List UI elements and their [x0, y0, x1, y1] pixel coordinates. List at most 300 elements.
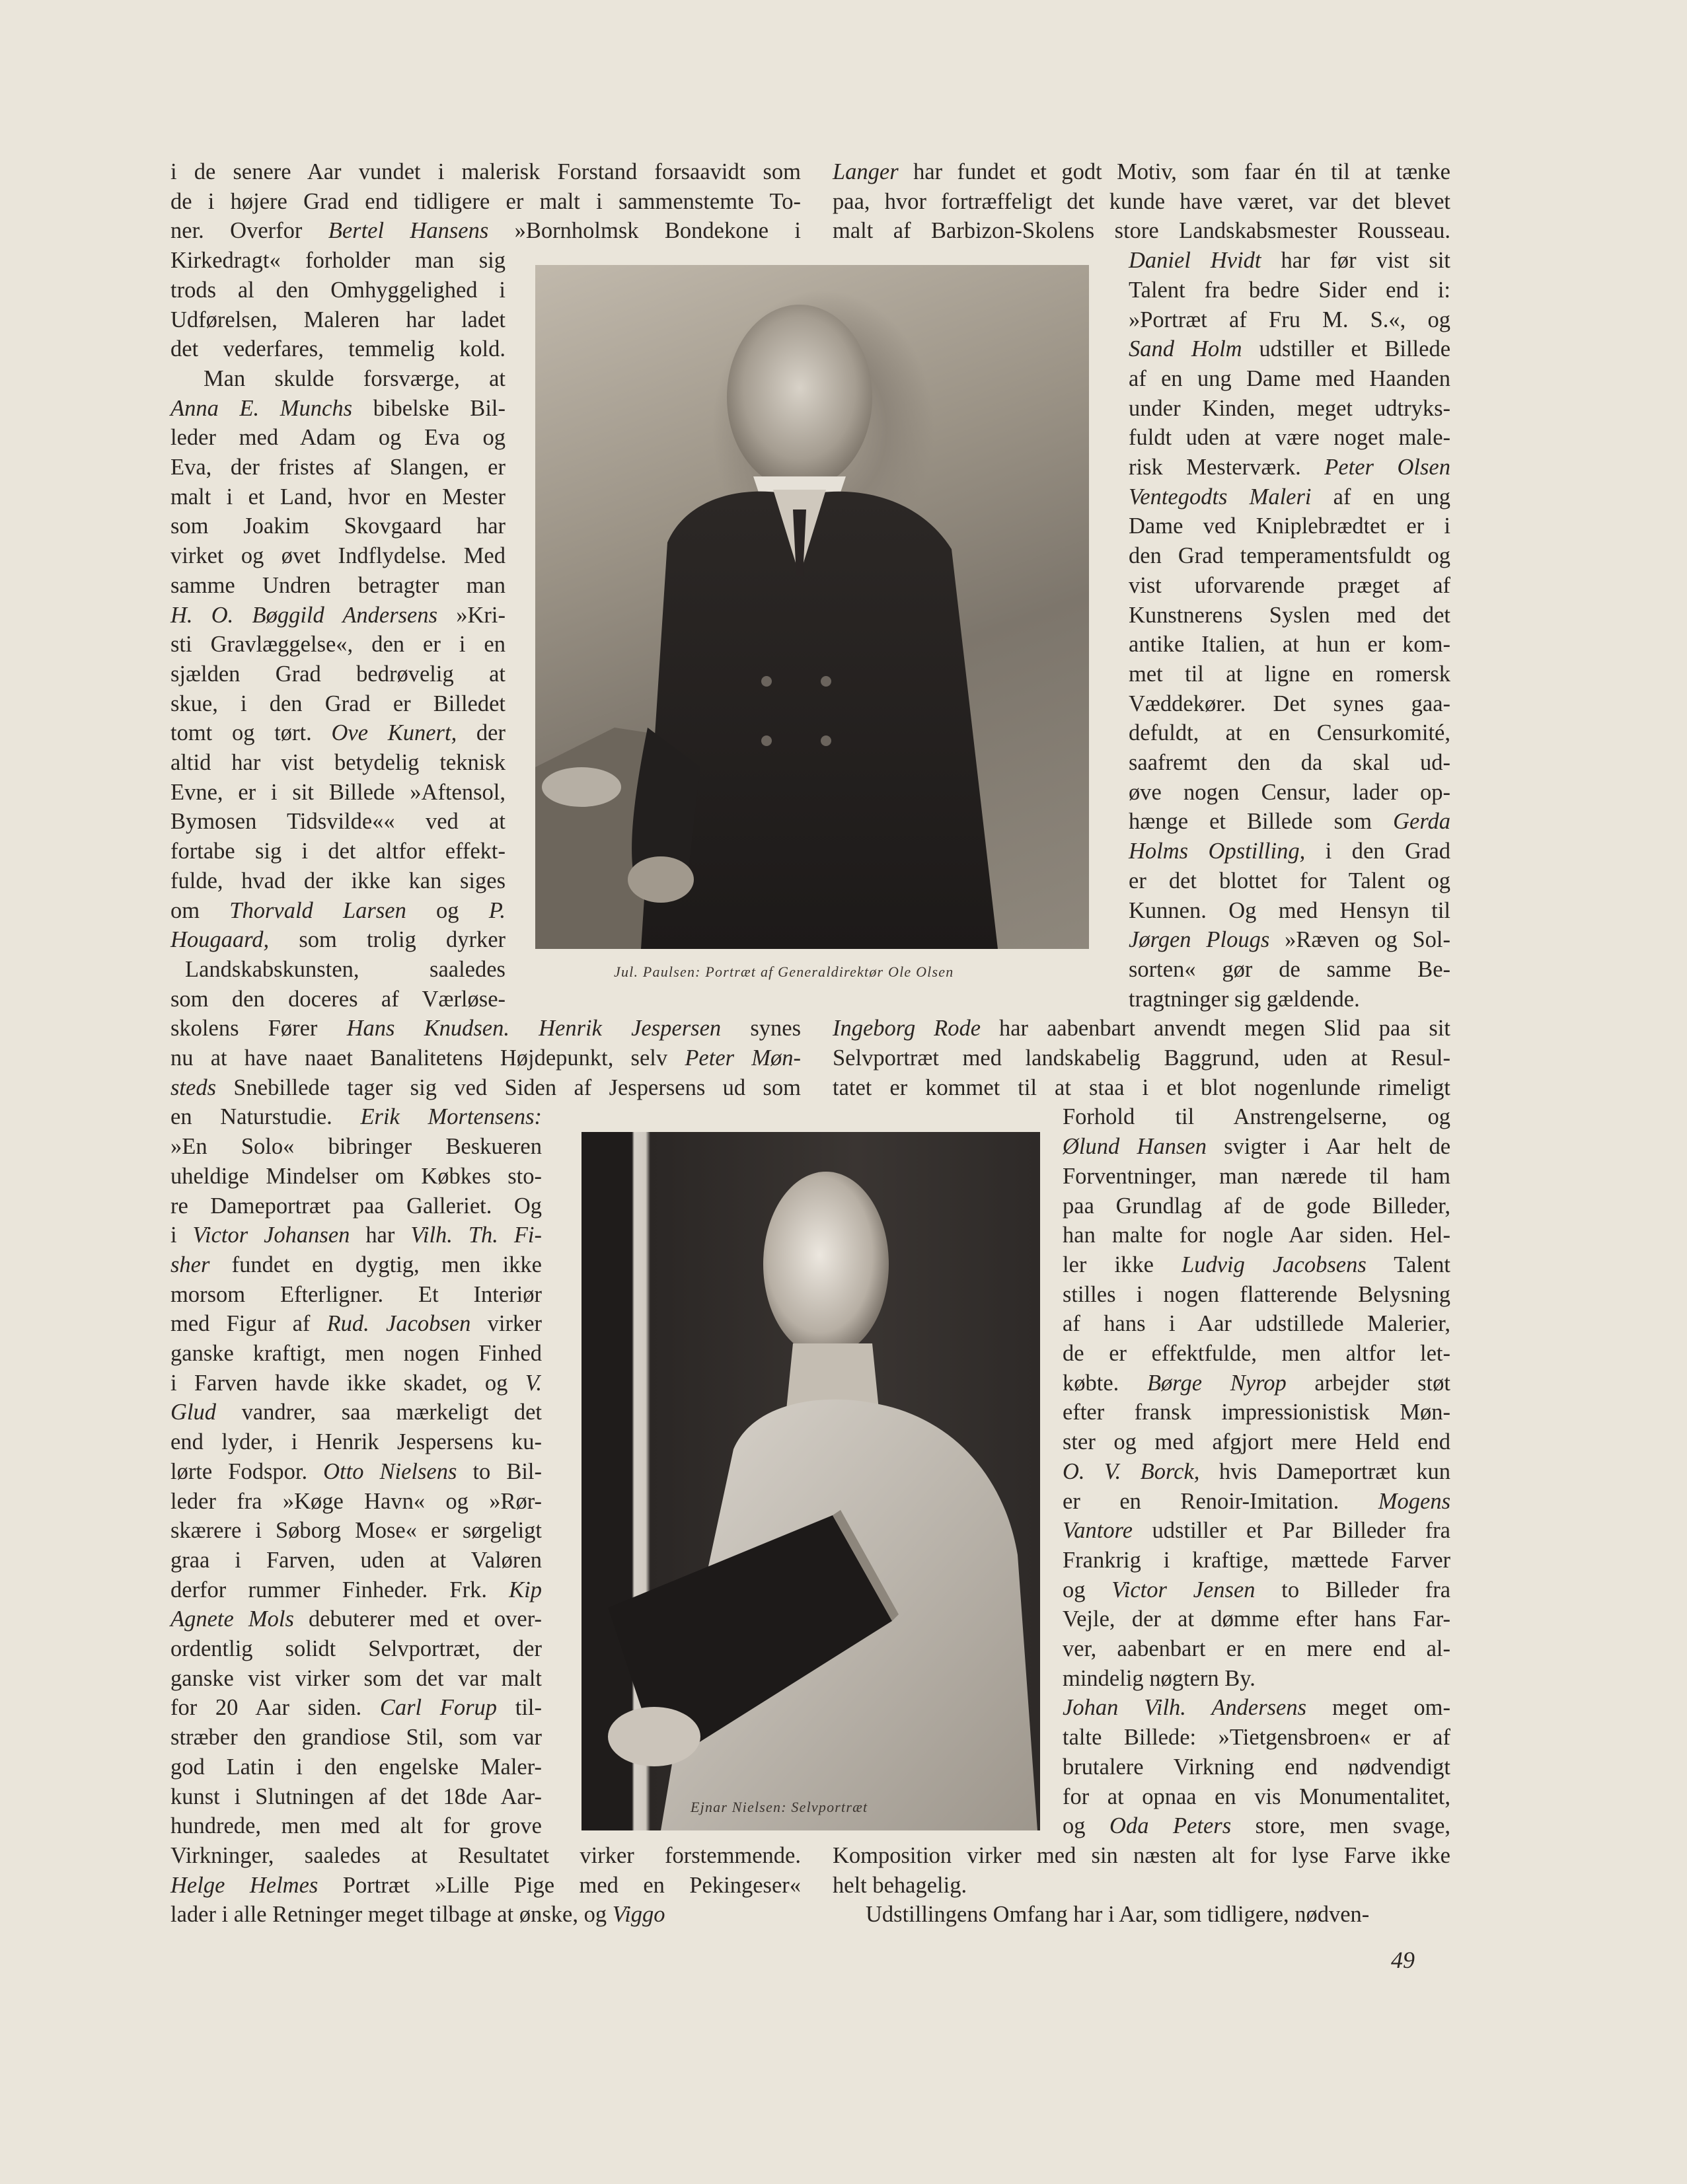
body-text: om — [170, 897, 230, 923]
body-text: sjælden Grad bedrøvelig at — [170, 661, 506, 687]
left_column-line — [170, 1693, 542, 1723]
right_column-line — [833, 1043, 1450, 1073]
body-text: har fundet et godt Motiv, som faar én til at tænke — [898, 159, 1450, 184]
left_column-line — [170, 1043, 801, 1073]
left_column-line — [170, 630, 506, 659]
body-text: Vejle, der at dømme efter hans Far- — [1063, 1606, 1450, 1632]
right_column-line — [1129, 334, 1450, 364]
right_column-line — [1129, 896, 1450, 926]
right_column-line — [1129, 630, 1450, 659]
body-text: de i højere Grad end tidligere er malt i sammenstemte To- — [170, 188, 801, 214]
artist-name-italic: Ingeborg Rode — [833, 1016, 981, 1041]
body-text: de er effektfulde, men altfor let- — [1063, 1341, 1450, 1366]
body-text: trods al den Omhyggelighed i — [170, 277, 506, 303]
artist-name-italic: Henrik Jespersen — [539, 1016, 722, 1041]
body-text: i den Grad — [1305, 839, 1451, 864]
body-text: ganske vist virker som det var malt — [170, 1665, 542, 1691]
left_column-line — [170, 1339, 542, 1369]
right_column-line — [833, 1841, 1450, 1871]
body-text — [509, 1016, 539, 1041]
body-text: Talent — [1366, 1252, 1450, 1277]
artist-name-italic: O. V. Borck, — [1063, 1458, 1200, 1484]
right_column-line — [1129, 985, 1450, 1014]
artist-name-italic: Vilh. Th. Fi- — [410, 1223, 542, 1248]
right_column-line — [1063, 1280, 1450, 1310]
left_column-line — [170, 1782, 542, 1812]
artist-name-italic: Hans Knudsen. — [346, 1016, 509, 1041]
artist-name-italic: Vantore — [1063, 1518, 1133, 1544]
artist-name-italic: P. — [488, 897, 506, 923]
body-text: arbejder støt — [1286, 1370, 1450, 1396]
body-text: altid har vist betydelig teknisk — [170, 750, 506, 775]
body-text: kunst i Slutningen af det 18de Aar- — [170, 1784, 542, 1809]
body-text: skue, i den Grad er Billedet — [170, 691, 506, 716]
body-text: Frankrig i kraftige, mættede Farver — [1063, 1547, 1450, 1573]
body-text: der — [457, 720, 506, 746]
body-text: sorten« gør de samme Be- — [1129, 956, 1450, 982]
right_column-line — [1129, 748, 1450, 778]
body-text: den Grad temperamentsfuldt og — [1129, 543, 1450, 569]
body-text: ler ikke — [1063, 1252, 1182, 1277]
body-text: fundet en dygtig, men ikke — [209, 1252, 542, 1277]
left_column-line — [170, 778, 506, 808]
right_column-line — [1129, 305, 1450, 335]
body-text: udstiller et Billede — [1242, 336, 1451, 362]
body-text: Snebillede tager sig ved Siden af Jespersens ud som — [216, 1074, 801, 1100]
body-text: defuldt, at en Censurkomité, — [1129, 720, 1450, 746]
right_column-line — [833, 1871, 1450, 1901]
body-text: han malte for nogle Aar siden. Hel- — [1063, 1223, 1450, 1248]
right_column-line — [1129, 718, 1450, 748]
body-text: ster og med afgjort mere Held end — [1063, 1429, 1450, 1455]
artist-name-italic: Peter Olsen — [1324, 455, 1450, 480]
right_column-line — [1129, 659, 1450, 689]
body-text: leder fra »Køge Havn« og »Rør- — [170, 1488, 542, 1514]
body-text: og — [406, 897, 489, 923]
body-text: købte. — [1063, 1370, 1147, 1396]
body-text: »En Solo« bibringer Beskueren — [170, 1134, 542, 1160]
body-text: bibelske Bil- — [352, 395, 506, 421]
right_column-line — [1063, 1487, 1450, 1517]
body-text: risk Mesterværk. — [1129, 455, 1325, 480]
artist-name-italic: Peter Møn- — [685, 1045, 801, 1071]
left_column-line — [170, 276, 506, 305]
body-text: er en Renoir-Imitation. — [1063, 1488, 1378, 1514]
body-text: derfor rummer Finheder. Frk. — [170, 1577, 509, 1602]
artist-name-italic: Mogens — [1378, 1488, 1450, 1514]
artist-name-italic: Hougaard, — [170, 927, 270, 953]
artist-name-italic: Oda Peters — [1109, 1813, 1232, 1839]
left_column-line — [170, 1221, 542, 1250]
right_column-line — [1129, 689, 1450, 719]
body-text: Evne, er i sit Billede »Aftensol, — [170, 779, 506, 805]
right_column-line — [1063, 1575, 1450, 1605]
left_column-line — [170, 866, 506, 896]
body-text: Kirkedragt« forholder man sig — [170, 248, 506, 274]
self-portrait-painting — [581, 1132, 1040, 1830]
artist-name-italic: Anna E. Munchs — [170, 395, 353, 421]
body-text: met til at ligne en romersk — [1129, 661, 1450, 687]
body-text: fortabe sig i det altfor effekt- — [170, 839, 506, 864]
artist-name-italic: Ventegodts Maleri — [1129, 484, 1312, 509]
right_column-line — [1063, 1398, 1450, 1427]
left_column-line — [170, 807, 506, 837]
body-text: Selvportræt med landskabelig Baggrund, uden at Resul- — [833, 1045, 1450, 1071]
left_column-line — [170, 1634, 542, 1664]
left_column-line — [170, 689, 506, 719]
right_column-line — [1063, 1309, 1450, 1339]
left_column-line — [170, 334, 506, 364]
body-text: »Bornholmsk Bondekone i — [488, 218, 801, 244]
body-text: Forventninger, man nærede til ham — [1063, 1163, 1450, 1189]
left_column-line — [170, 1604, 542, 1634]
artist-name-italic: Otto Nielsens — [323, 1458, 457, 1484]
artist-name-italic: Kip — [509, 1577, 542, 1602]
right_column-line — [1129, 394, 1450, 424]
left_column-line — [170, 394, 506, 424]
self-portrait-figure-art — [581, 1132, 1040, 1830]
left_column-line — [170, 1723, 542, 1752]
right_column-line — [1063, 1162, 1450, 1191]
body-text: saafremt den da skal ud- — [1129, 750, 1450, 775]
body-text: to Bil- — [457, 1458, 543, 1484]
right_column-line — [1129, 925, 1450, 955]
body-text: virker — [470, 1311, 542, 1337]
artist-name-italic: Viggo — [612, 1902, 665, 1928]
right_column-line — [866, 1900, 1450, 1930]
left_column-line — [170, 1457, 542, 1487]
artist-name-italic: Børge Nyrop — [1146, 1370, 1287, 1396]
right_column-line — [1129, 866, 1450, 896]
right_column-line — [1063, 1191, 1450, 1221]
body-text: det vederfares, temmelig kold. — [170, 336, 506, 362]
body-text: leder med Adam og Eva og — [170, 425, 506, 451]
artist-name-italic: steds — [170, 1074, 216, 1100]
left_column-line — [170, 541, 506, 571]
body-text: stilles i nogen flatterende Belysning — [1063, 1281, 1450, 1307]
body-text: ver, aabenbart er en mere end al- — [1063, 1636, 1450, 1661]
left_column-line — [170, 1369, 542, 1398]
body-text: i — [170, 1223, 193, 1248]
right_column-line — [1063, 1752, 1450, 1782]
right_column-line — [1063, 1102, 1450, 1132]
right_column-line — [1129, 837, 1450, 866]
artist-name-italic: Bertel Hansens — [328, 218, 489, 244]
body-text: paa Grundlag af de gode Billeder, — [1063, 1193, 1450, 1219]
artist-name-italic: Johan Vilh. Andersens — [1063, 1695, 1307, 1721]
body-text: Kunnen. Og med Hensyn til — [1129, 897, 1450, 923]
left_column-line — [170, 985, 506, 1014]
right_column-line — [1129, 541, 1450, 571]
artist-name-italic: Ove Kunert, — [331, 720, 457, 746]
right_column-line — [1063, 1516, 1450, 1546]
body-text: ganske kraftigt, men nogen Finhed — [170, 1341, 542, 1366]
right_column-line — [1129, 482, 1450, 512]
body-text: for 20 Aar siden. — [170, 1695, 380, 1721]
body-text: god Latin i den engelske Maler- — [170, 1754, 542, 1780]
right_column-line — [1063, 1427, 1450, 1457]
body-text: ordentlig solidt Selvportræt, der — [170, 1636, 542, 1661]
left_column-line — [170, 1280, 542, 1310]
body-text: malt af Barbizon-Skolens store Landskabsmester Rousseau. — [833, 218, 1450, 244]
body-text: vist uforvarende præget af — [1129, 572, 1450, 598]
left_column-line — [170, 748, 506, 778]
artist-name-italic: Erik Mortensens: — [360, 1104, 542, 1130]
right_column-line — [1129, 778, 1450, 808]
left_column-line — [170, 1427, 542, 1457]
left_column-line — [170, 837, 506, 866]
left_column-line — [170, 1250, 542, 1280]
artist-name-italic: Sand Holm — [1129, 336, 1242, 362]
artist-name-italic: Holms Opstilling, — [1129, 839, 1306, 864]
body-text: morsom Efterligner. Et Interiør — [170, 1281, 542, 1307]
left_column-line — [170, 1073, 801, 1103]
body-text: Kunstnerens Syslen med det — [1129, 602, 1450, 628]
artist-name-italic: Agnete Mols — [170, 1606, 294, 1632]
body-text: Udstillingens Omfang har i Aar, som tidligere, nødven- — [866, 1902, 1370, 1928]
body-text: re Dameportræt paa Galleriet. Og — [170, 1193, 542, 1219]
artist-name-italic: V. — [525, 1370, 542, 1396]
figure-caption-self-portrait: Ejnar Nielsen: Selvportræt — [691, 1799, 868, 1815]
body-text: som den doceres af Værløse- — [170, 986, 506, 1012]
body-text: »Portræt af Fru M. S.«, og — [1129, 307, 1450, 332]
body-text: synes — [721, 1016, 801, 1041]
body-text: Forhold til Anstrengelserne, og — [1063, 1104, 1450, 1130]
body-text: i de senere Aar vundet i malerisk Forstand forsaavidt som — [170, 159, 801, 184]
body-text: er det blottet for Talent og — [1129, 868, 1450, 893]
artist-name-italic: Victor Johansen — [192, 1223, 350, 1248]
artist-name-italic: Helge Helmes — [170, 1872, 319, 1898]
artist-name-italic: sher — [170, 1252, 210, 1277]
left_column-line — [170, 1309, 542, 1339]
body-text: paa, hvor fortræffeligt det kunde have været, var det blevet — [833, 188, 1450, 214]
right_column-line — [1129, 601, 1450, 630]
body-text: graa i Farven, uden at Valøren — [170, 1547, 542, 1573]
right_column-line — [1129, 511, 1450, 541]
body-text: end lyder, i Henrik Jespersens ku- — [170, 1429, 542, 1455]
body-text: Udførelsen, Maleren har ladet — [170, 307, 506, 332]
portrait-figure-art — [535, 265, 1089, 949]
left_column-line — [170, 1398, 542, 1427]
body-text: Landskabskunsten, saaledes — [185, 956, 506, 982]
body-text: »Kri- — [437, 602, 506, 628]
body-text: Eva, der fristes af Slangen, er — [170, 455, 506, 480]
body-text: antike Italien, at hun er kom- — [1129, 632, 1450, 658]
left_column-line — [170, 482, 506, 512]
body-text: fulde, hvad der ikke kan siges — [170, 868, 506, 893]
right_column-line — [1129, 955, 1450, 985]
body-text: nu at have naaet Banalitetens Højdepunkt, selv — [170, 1045, 685, 1071]
body-text: svigter i Aar helt de — [1206, 1134, 1451, 1160]
body-text: brutalere Virkning end nødvendigt — [1063, 1754, 1450, 1780]
body-text: Man skulde forsværge, at — [204, 365, 506, 391]
right_column-line — [1063, 1250, 1450, 1280]
body-text: meget om- — [1306, 1695, 1450, 1721]
right_column-line — [1063, 1132, 1450, 1162]
body-text: under Kinden, meget udtryks- — [1129, 395, 1450, 421]
left_column-line — [170, 1664, 542, 1694]
left_column-line — [170, 1516, 542, 1546]
body-text: talte Billede: »Tietgensbroen« er af — [1063, 1725, 1450, 1751]
body-text: store, men svage, — [1231, 1813, 1451, 1839]
body-text: fuldt uden at være noget male- — [1129, 425, 1450, 451]
right_column-line — [1063, 1693, 1450, 1723]
body-text: samme Undren betragter man — [170, 572, 506, 598]
right_column-line — [1129, 571, 1450, 601]
body-text: af en ung — [1311, 484, 1450, 509]
left_column-line — [170, 1871, 801, 1901]
body-text: Komposition virker med sin næsten alt for lyse Farve ikke — [833, 1842, 1450, 1868]
left_column-line — [170, 1132, 542, 1162]
body-text: debuterer med et over- — [293, 1606, 542, 1632]
right_column-line — [1063, 1664, 1450, 1694]
right_column-line — [833, 1014, 1450, 1043]
left_column-line — [170, 601, 506, 630]
right_column-line — [833, 157, 1450, 187]
artist-name-italic: Daniel Hvidt — [1129, 248, 1261, 274]
left_column-line — [204, 364, 506, 394]
body-text: Bymosen Tidsvilde«« ved at — [170, 809, 506, 835]
right_column-line — [833, 187, 1450, 217]
left_column-line — [185, 955, 506, 985]
right_column-line — [1063, 1369, 1450, 1398]
left_column-line — [170, 423, 506, 453]
body-text: to Billeder fra — [1255, 1577, 1451, 1602]
left_column-line — [170, 659, 506, 689]
right_column-line — [1129, 453, 1450, 482]
body-text: for at opnaa en vis Monumentalitet, — [1063, 1784, 1450, 1809]
body-text: virket og øvet Indflydelse. Med — [170, 543, 506, 569]
body-text: har aabenbart anvendt megen Slid paa sit — [981, 1016, 1450, 1041]
body-text: tomt og tørt. — [170, 720, 332, 746]
body-text: tatet er kommet til at staa i et blot nogenlunde rimeligt — [833, 1074, 1450, 1100]
body-text: uheldige Mindelser om Købkes sto- — [170, 1163, 542, 1189]
body-text: mindelig nøgtern By. — [1063, 1665, 1256, 1691]
artist-name-italic: Rud. Jacobsen — [326, 1311, 471, 1337]
body-text: og — [1063, 1577, 1112, 1602]
body-text: Talent fra bedre Sider end i: — [1129, 277, 1450, 303]
artist-name-italic: Jørgen Plougs — [1129, 927, 1270, 953]
body-text: til- — [497, 1695, 542, 1721]
body-text: sti Gravlæggelse«, den er i en — [170, 632, 506, 658]
body-text: skolens Fører — [170, 1016, 347, 1041]
body-text: af hans i Aar udstillede Malerier, — [1063, 1311, 1450, 1337]
body-text: Portræt »Lille Pige med en Pekingeser« — [318, 1872, 801, 1898]
left_column-line — [170, 216, 801, 246]
artist-name-italic: Gerda — [1393, 809, 1450, 835]
right_column-line — [1063, 1221, 1450, 1250]
right_column-line — [1129, 276, 1450, 305]
body-text: stræber den grandiose Stil, som var — [170, 1725, 542, 1751]
body-text: udstiller et Par Billeder fra — [1133, 1518, 1450, 1544]
body-text: øve nogen Censur, lader op- — [1129, 779, 1450, 805]
body-text: af en ung Dame med Haanden — [1129, 365, 1450, 391]
right_column-line — [1063, 1339, 1450, 1369]
figure-caption-ole-olsen: Jul. Paulsen: Portræt af Generaldirektør Ole Olsen — [614, 963, 954, 980]
body-text: malt i et Land, hvor en Mester — [170, 484, 506, 509]
left_column-line — [170, 1575, 542, 1605]
body-text: helt behagelig. — [833, 1872, 967, 1898]
left_column-line — [170, 1811, 542, 1841]
body-text: tragtninger sig gældende. — [1129, 986, 1360, 1012]
right_column-line — [1129, 246, 1450, 276]
body-text: med Figur af — [170, 1311, 327, 1337]
body-text: Virkninger, saaledes at Resultatet virker forstemmende. — [170, 1842, 801, 1868]
left_column-line — [170, 1752, 542, 1782]
left_column-line — [170, 1487, 542, 1517]
artist-name-italic: Ølund Hansen — [1063, 1134, 1207, 1160]
left_column-line — [170, 157, 801, 187]
left_column-line — [170, 1191, 542, 1221]
left_column-line — [170, 246, 506, 276]
body-text: Dame ved Kniplebrædtet er i — [1129, 513, 1450, 539]
body-text: har før vist sit — [1261, 248, 1450, 274]
left_column-line — [170, 718, 506, 748]
right_column-line — [1063, 1782, 1450, 1812]
body-text: efter fransk impressionistisk Møn- — [1063, 1400, 1450, 1425]
right_column-line — [1063, 1634, 1450, 1664]
left_column-line — [170, 1546, 542, 1575]
body-text: Væddekører. Det synes gaa- — [1129, 691, 1450, 716]
body-text: som trolig dyrker — [269, 927, 506, 953]
right_column-line — [1063, 1723, 1450, 1752]
body-text: vandrer, saa mærkeligt det — [216, 1400, 542, 1425]
body-text: lørte Fodspor. — [170, 1458, 324, 1484]
left_column-line — [170, 1014, 801, 1043]
left_column-line — [170, 305, 506, 335]
artist-name-italic: Thorvald Larsen — [229, 897, 406, 923]
body-text: ner. Overfor — [170, 218, 328, 244]
right_column-line — [1063, 1811, 1450, 1841]
left_column-line — [170, 511, 506, 541]
right_column-line — [1063, 1604, 1450, 1634]
right_column-line — [1063, 1546, 1450, 1575]
body-text: som Joakim Skovgaard har — [170, 513, 506, 539]
right_column-line — [1129, 364, 1450, 394]
right_column-line — [833, 216, 1450, 246]
portrait-painting-ole-olsen — [535, 265, 1089, 949]
artist-name-italic: Carl Forup — [379, 1695, 498, 1721]
body-text: og — [1063, 1813, 1110, 1839]
left_column-line — [170, 896, 506, 926]
left_column-line — [170, 453, 506, 482]
right_column-line — [1063, 1457, 1450, 1487]
left_column-line — [170, 1162, 542, 1191]
artist-name-italic: Ludvig Jacobsens — [1181, 1252, 1367, 1277]
left_column-line — [170, 187, 801, 217]
left_column-line — [170, 1841, 801, 1871]
body-text: i Farven havde ikke skadet, og — [170, 1370, 525, 1396]
left_column-line — [170, 925, 506, 955]
artist-name-italic: Victor Jensen — [1111, 1577, 1256, 1602]
body-text: en Naturstudie. — [170, 1104, 361, 1130]
right_column-line — [1129, 423, 1450, 453]
page-number: 49 — [1391, 1947, 1415, 1973]
left_column-line — [170, 1900, 801, 1930]
left_column-line — [170, 1102, 542, 1132]
left_column-line — [170, 571, 506, 601]
artist-name-italic: Glud — [170, 1400, 216, 1425]
body-text: hvis Dameportræt kun — [1199, 1458, 1450, 1484]
right_column-line — [1129, 807, 1450, 837]
right_column-line — [833, 1073, 1450, 1103]
body-text: har — [350, 1223, 411, 1248]
body-text: »Ræven og Sol- — [1269, 927, 1450, 953]
body-text: hænge et Billede som — [1129, 809, 1394, 835]
artist-name-italic: Langer — [833, 159, 899, 184]
body-text: hundrede, men med alt for grove — [170, 1813, 542, 1839]
artist-name-italic: H. O. Bøggild Andersens — [170, 602, 438, 628]
